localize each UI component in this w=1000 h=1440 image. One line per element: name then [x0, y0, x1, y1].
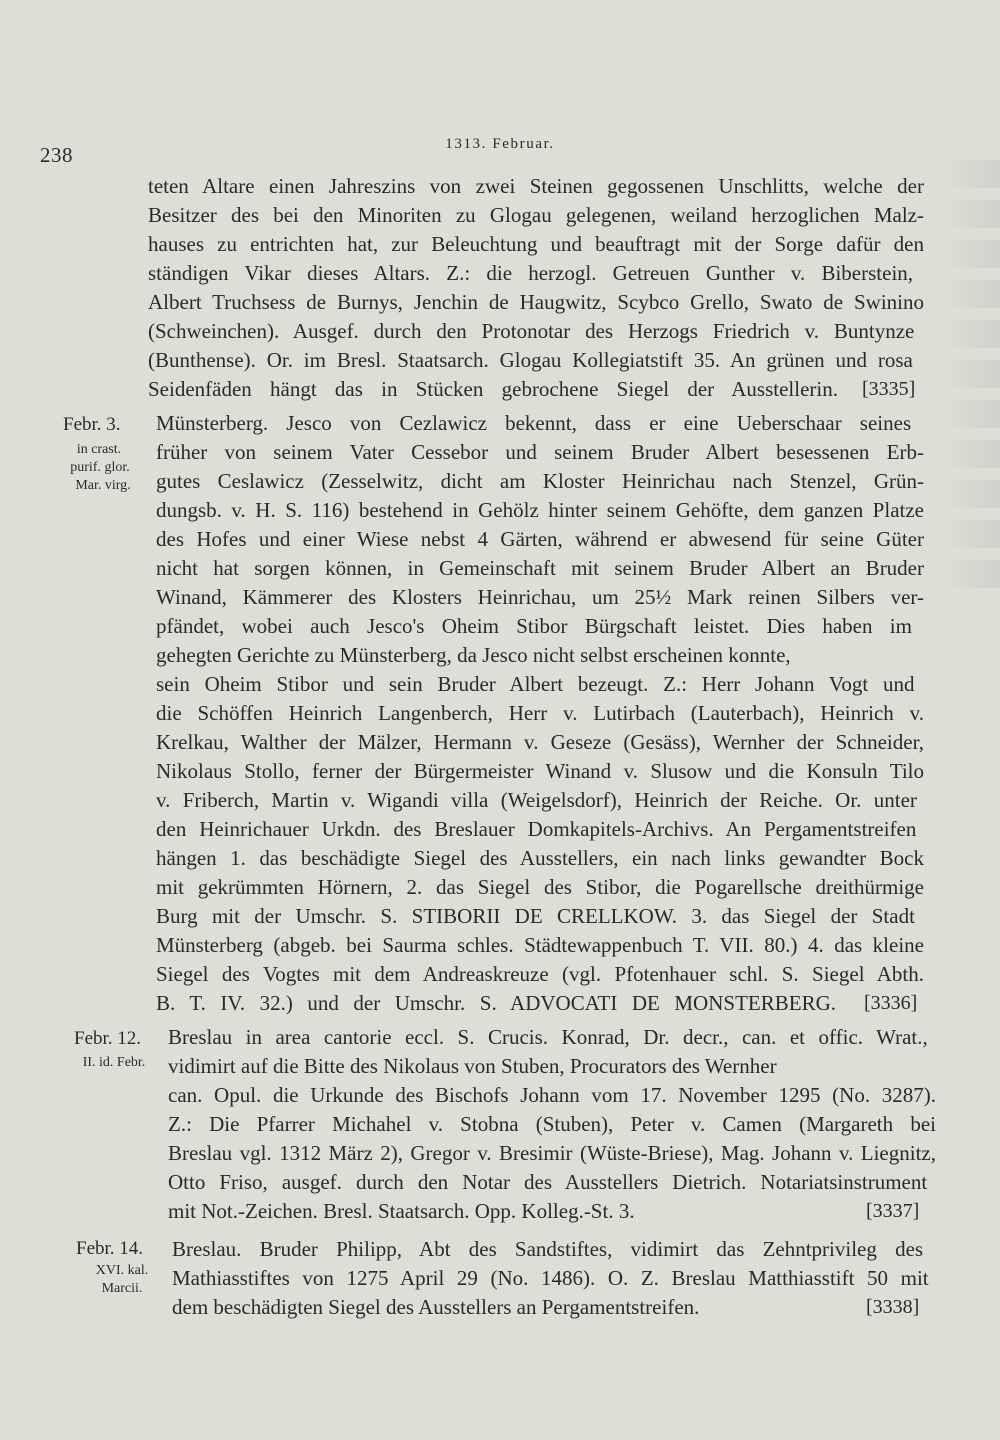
- entry-line: Münsterberg (abgeb. bei Saurma schles. Städtewappenbuch T. VII. 80.) 4. das kleine: [156, 933, 924, 957]
- entry-number: [3338]: [866, 1296, 920, 1318]
- entry-line: die Schöffen Heinrich Langenberch, Herr v. Lutirbach (Lauterbach), Heinrich v.: [156, 701, 924, 725]
- entry-date-note: in crast.: [76, 442, 122, 457]
- running-head: 1313. Februar.: [445, 136, 555, 152]
- entry-line: nicht hat sorgen können, in Gemeinschaft mit seinem Bruder Albert an Bruder: [156, 556, 924, 580]
- entry-line: pfändet, wobei auch Jesco's Oheim Stibor Bürgschaft leistet. Dies haben im: [156, 614, 912, 638]
- entry-line: Breslau in area cantorie eccl. S. Crucis. Konrad, Dr. decr., can. et offic. Wrat.,: [168, 1025, 928, 1049]
- entry-line: (Bunthense). Or. im Bresl. Staatsarch. Glogau Kollegiatstift 35. An grünen und rosa: [148, 348, 913, 372]
- entry-line: Otto Friso, ausgef. durch den Notar des Ausstellers Dietrich. Notariatsinstrument: [168, 1170, 928, 1194]
- entry-line: Breslau vgl. 1312 März 2), Gregor v. Bresimir (Wüste-Briese), Mag. Johann v. Liegnitz,: [168, 1141, 936, 1165]
- entry-line: Münsterberg. Jesco von Cezlawicz bekennt, dass er eine Ueberschaar seines: [156, 411, 912, 435]
- entry-date: Febr. 12.: [74, 1028, 142, 1049]
- entry-line: (Schweinchen). Ausgef. durch den Protonotar des Herzogs Friedrich v. Buntynze: [148, 319, 915, 343]
- bleed-through-text: [928, 160, 1000, 630]
- entry-number: [3337]: [866, 1200, 920, 1222]
- entry-line: v. Friberch, Martin v. Wigandi villa (Weigelsdorf), Heinrich der Reiche. Or. unter: [156, 788, 917, 812]
- entry-date-note: Marcii.: [101, 1281, 143, 1296]
- entry-line: gehegten Gerichte zu Münsterberg, da Jesco nicht selbst erscheinen konnte,: [156, 643, 791, 667]
- entry-line: B. T. IV. 32.) und der Umschr. S. ADVOCATI DE MONSTERBERG.: [156, 991, 836, 1015]
- entry-line: vidimirt auf die Bitte des Nikolaus von Stuben, Procurators des Wernher: [168, 1054, 777, 1078]
- entry-line: hängen 1. das beschädigte Siegel des Ausstellers, ein nach links gewandter Bock: [156, 846, 924, 870]
- entry-line: Seidenfäden hängt das in Stücken gebrochene Siegel der Ausstellerin.: [148, 377, 838, 401]
- entry-line: Nikolaus Stollo, ferner der Bürgermeister Winand v. Slusow und die Konsuln Tilo: [156, 759, 924, 783]
- entry-line: Albert Truchsess de Burnys, Jenchin de Haugwitz, Scybco Grello, Swato de Swinino: [148, 290, 924, 314]
- page-number: 238: [40, 143, 73, 167]
- entry-line: can. Opul. die Urkunde des Bischofs Johann vom 17. November 1295 (No. 3287).: [168, 1083, 936, 1107]
- entry-line: Z.: Die Pfarrer Michahel v. Stobna (Stuben), Peter v. Camen (Margareth bei: [168, 1112, 936, 1136]
- entry-line: Winand, Kämmerer des Klosters Heinrichau, um 25½ Mark reinen Silbers ver-: [156, 585, 924, 609]
- entry-line: teten Altare einen Jahreszins von zwei Steinen gegossenen Unschlitts, welche der: [148, 174, 924, 198]
- entry-line: Siegel des Vogtes mit dem Andreaskreuze (vgl. Pfotenhauer schl. S. Siegel Abth.: [156, 962, 924, 986]
- entry-line: mit gekrümmten Hörnern, 2. das Siegel des Stibor, die Pogarellsche dreithürmige: [156, 875, 924, 899]
- entry-line: gutes Ceslawicz (Zesselwitz, dicht am Kloster Heinrichau nach Stenzel, Grün-: [156, 469, 924, 493]
- entry-line: Breslau. Bruder Philipp, Abt des Sandstiftes, vidimirt das Zehntprivileg des: [172, 1237, 924, 1261]
- entry-line: mit Not.-Zeichen. Bresl. Staatsarch. Opp. Kolleg.-St. 3.: [168, 1199, 635, 1223]
- entry-line: dungsb. v. H. S. 116) bestehend in Gehölz hinter seinem Gehöfte, dem ganzen Platze: [156, 498, 924, 522]
- entry-date-note: II. id. Febr.: [82, 1055, 146, 1070]
- entry-line: Burg mit der Umschr. S. STIBORII DE CRELLKOW. 3. das Siegel der Stadt: [156, 904, 915, 928]
- entry-number: [3336]: [864, 992, 918, 1014]
- entry-date-note: XVI. kal.: [95, 1263, 149, 1278]
- entry-line: den Heinrichauer Urkdn. des Breslauer Domkapitels-Archivs. An Pergamentstreifen: [156, 817, 917, 841]
- entry-date-note: purif. glor.: [70, 460, 130, 475]
- entry-line: früher von seinem Vater Cessebor und seinem Bruder Albert besessenen Erb-: [156, 440, 924, 464]
- entry-line: des Hofes und einer Wiese nebst 4 Gärten, während er abwesend für seine Güter: [156, 527, 924, 551]
- entry-line: Mathiasstiftes von 1275 April 29 (No. 1486). O. Z. Breslau Matthiasstift 50 mit: [172, 1266, 929, 1290]
- entry-line: dem beschädigten Siegel des Ausstellers an Pergamentstreifen.: [172, 1295, 700, 1319]
- entry-line: hauses zu entrichten hat, zur Beleuchtung und beauftragt mit der Sorge dafür den: [148, 232, 924, 256]
- entry-line: sein Oheim Stibor und sein Bruder Albert bezeugt. Z.: Herr Johann Vogt und: [156, 672, 915, 696]
- entry-date-note: Mar. virg.: [75, 478, 131, 493]
- entry-number: [3335]: [862, 378, 916, 400]
- entry-date: Febr. 3.: [63, 414, 121, 435]
- entry-line: Krelkau, Walther der Mälzer, Hermann v. Geseze (Gesäss), Wernher der Schneider,: [156, 730, 924, 754]
- entry-line: ständigen Vikar dieses Altars. Z.: die herzogl. Getreuen Gunther v. Biberstein,: [148, 261, 914, 285]
- entry-date: Febr. 14.: [76, 1238, 144, 1259]
- entry-line: Besitzer des bei den Minoriten zu Glogau gelegenen, weiland herzoglichen Malz-: [148, 203, 924, 227]
